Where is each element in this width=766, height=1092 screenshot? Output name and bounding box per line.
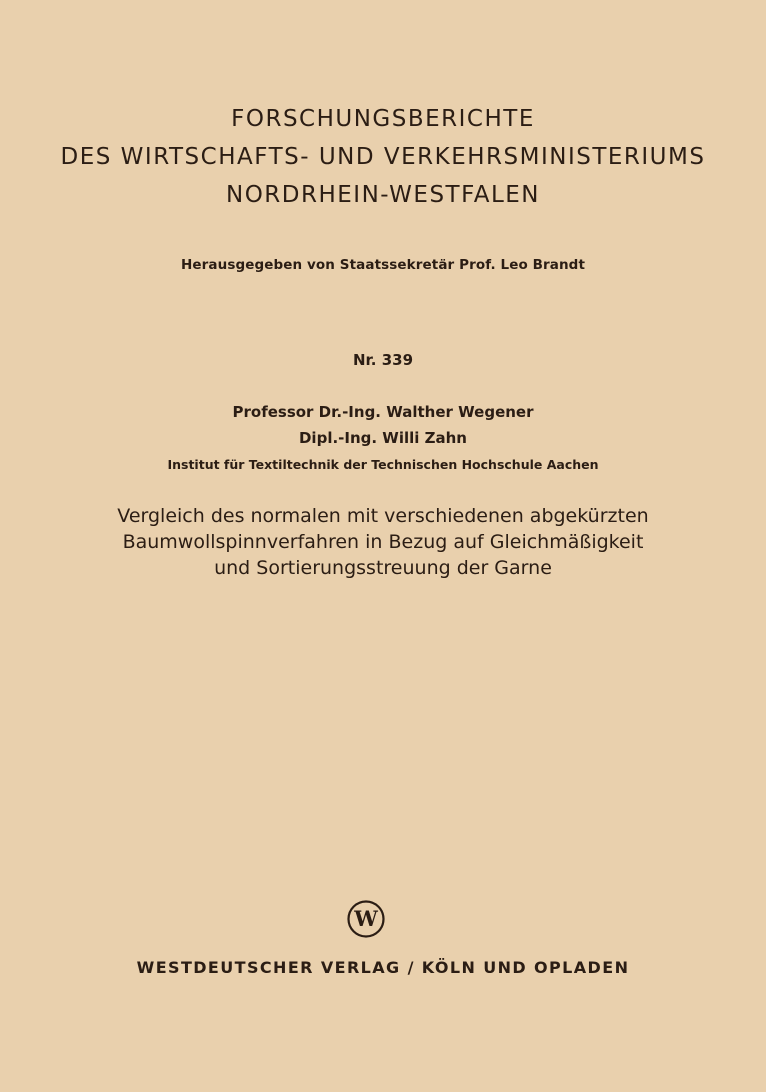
book-title-line-2: Baumwollspinnverfahren in Bezug auf Gleichmäßigkeit xyxy=(122,531,644,553)
book-title-line-3: und Sortierungsstreuung der Garne xyxy=(214,557,552,579)
report-number: Nr. 339 xyxy=(352,351,414,369)
book-title xyxy=(0,503,766,581)
series-title-line-1: FORSCHUNGSBERICHTE xyxy=(231,106,535,132)
author-2: Dipl.-Ing. Willi Zahn xyxy=(298,429,467,447)
series-title-line-2: DES WIRTSCHAFTS- UND VERKEHRSMINISTERIUMS xyxy=(60,144,706,170)
publisher-imprint: WESTDEUTSCHER VERLAG / KÖLN UND OPLADEN xyxy=(136,958,630,977)
authors xyxy=(0,399,766,451)
series-title xyxy=(0,100,766,214)
author-1: Professor Dr.-Ing. Walther Wegener xyxy=(232,403,534,421)
publisher-w-logo-icon xyxy=(346,899,386,939)
institute: Institut für Textiltechnik der Technischen Hochschule Aachen xyxy=(167,457,599,472)
series-title-line-3: NORDRHEIN-WESTFALEN xyxy=(226,182,540,208)
book-title-line-1: Vergleich des normalen mit verschiedenen abgekürzten xyxy=(117,505,649,527)
logo-letter: W xyxy=(354,906,378,931)
editor-line: Herausgegeben von Staatssekretär Prof. Leo Brandt xyxy=(180,257,586,273)
